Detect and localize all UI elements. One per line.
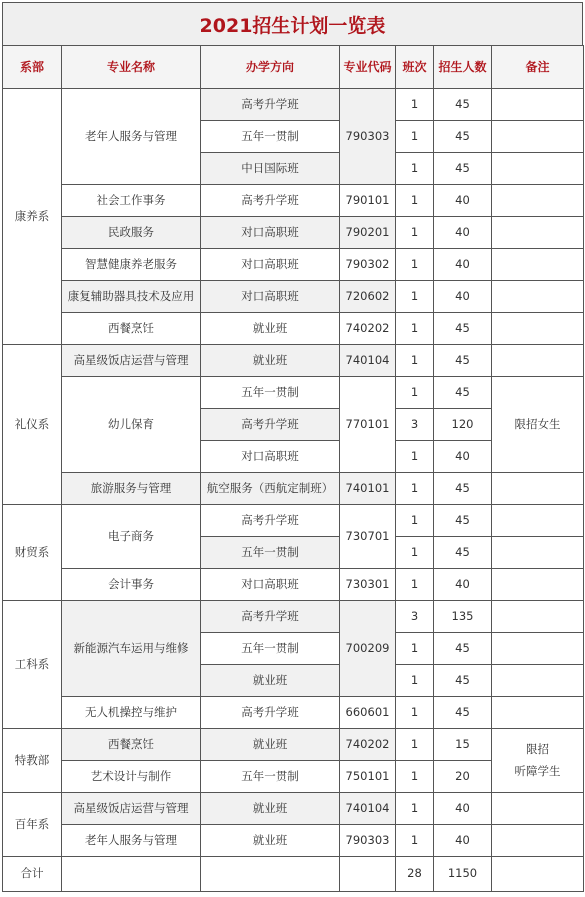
major-cell: 旅游服务与管理 (62, 473, 201, 505)
table-row (3, 345, 584, 377)
table-row (3, 505, 584, 537)
code-cell: 740104 (340, 793, 396, 825)
table-row (3, 697, 584, 729)
classes-cell: 1 (396, 377, 434, 409)
classes-cell: 3 (396, 601, 434, 633)
students-cell: 40 (434, 793, 492, 825)
major-cell: 无人机操控与维护 (62, 697, 201, 729)
direction-cell: 就业班 (201, 665, 340, 697)
note-cell (492, 121, 584, 153)
code-cell: 730701 (340, 505, 396, 569)
code-cell: 720602 (340, 281, 396, 313)
table-row (3, 249, 584, 281)
students-cell: 45 (434, 473, 492, 505)
students-cell: 15 (434, 729, 492, 761)
students-cell: 45 (434, 633, 492, 665)
major-cell: 老年人服务与管理 (62, 825, 201, 857)
direction-cell: 高考升学班 (201, 185, 340, 217)
department-cell: 工科系 (3, 601, 62, 729)
note-cell (492, 569, 584, 601)
table-row (3, 185, 584, 217)
classes-cell: 1 (396, 633, 434, 665)
students-cell: 45 (434, 665, 492, 697)
students-cell: 45 (434, 121, 492, 153)
code-cell: 740104 (340, 345, 396, 377)
direction-cell: 就业班 (201, 729, 340, 761)
students-cell: 45 (434, 697, 492, 729)
table-row (3, 89, 584, 121)
note-cell (492, 281, 584, 313)
classes-cell: 1 (396, 121, 434, 153)
major-cell: 高星级饭店运营与管理 (62, 793, 201, 825)
major-cell: 新能源汽车运用与维修 (62, 601, 201, 697)
students-cell: 45 (434, 345, 492, 377)
department-cell: 礼仪系 (3, 345, 62, 505)
note-cell (492, 537, 584, 569)
students-cell: 40 (434, 825, 492, 857)
note-cell (492, 249, 584, 281)
students-cell: 45 (434, 313, 492, 345)
note-line: 限招 (526, 741, 549, 756)
table-row (3, 569, 584, 601)
classes-cell: 1 (396, 825, 434, 857)
note-cell-hearing-impaired (492, 729, 584, 793)
direction-cell: 对口高职班 (201, 441, 340, 473)
students-cell: 45 (434, 505, 492, 537)
code-cell: 700209 (340, 601, 396, 697)
note-cell-girls-only: 限招女生 (492, 377, 584, 473)
page-title: 2021招生计划一览表 (2, 2, 583, 46)
classes-cell: 3 (396, 409, 434, 441)
classes-cell: 1 (396, 697, 434, 729)
direction-cell: 就业班 (201, 313, 340, 345)
header-classes: 班次 (396, 46, 434, 89)
students-cell: 45 (434, 153, 492, 185)
major-cell: 老年人服务与管理 (62, 89, 201, 185)
enrollment-table (2, 45, 584, 892)
students-cell: 40 (434, 249, 492, 281)
table-row (3, 601, 584, 633)
code-cell: 790303 (340, 825, 396, 857)
students-cell: 45 (434, 89, 492, 121)
major-cell: 艺术设计与制作 (62, 761, 201, 793)
direction-cell: 五年一贯制 (201, 761, 340, 793)
code-cell: 730301 (340, 569, 396, 601)
table-row (3, 217, 584, 249)
note-cell (492, 825, 584, 857)
code-cell: 740202 (340, 313, 396, 345)
header-major: 专业名称 (62, 46, 201, 89)
header-department: 系部 (3, 46, 62, 89)
department-cell: 财贸系 (3, 505, 62, 601)
major-cell: 西餐烹饪 (62, 729, 201, 761)
direction-cell: 航空服务（西航定制班） (201, 473, 340, 505)
note-cell (492, 473, 584, 505)
total-empty-cell (492, 857, 584, 892)
note-cell (492, 89, 584, 121)
note-cell (492, 665, 584, 697)
major-cell: 会计事务 (62, 569, 201, 601)
note-cell (492, 153, 584, 185)
direction-cell: 高考升学班 (201, 89, 340, 121)
major-cell: 高星级饭店运营与管理 (62, 345, 201, 377)
header-code: 专业代码 (340, 46, 396, 89)
total-empty-cell (340, 857, 396, 892)
direction-cell: 就业班 (201, 345, 340, 377)
note-cell (492, 633, 584, 665)
table-row (3, 825, 584, 857)
department-cell: 康养系 (3, 89, 62, 345)
classes-cell: 1 (396, 441, 434, 473)
direction-cell: 就业班 (201, 793, 340, 825)
code-cell: 790201 (340, 217, 396, 249)
total-row (3, 857, 584, 892)
classes-cell: 1 (396, 729, 434, 761)
direction-cell: 就业班 (201, 825, 340, 857)
department-cell: 特教部 (3, 729, 62, 793)
note-cell (492, 345, 584, 377)
major-cell: 电子商务 (62, 505, 201, 569)
students-cell: 45 (434, 537, 492, 569)
code-cell: 660601 (340, 697, 396, 729)
classes-cell: 1 (396, 473, 434, 505)
direction-cell: 高考升学班 (201, 601, 340, 633)
classes-cell: 1 (396, 185, 434, 217)
classes-cell: 1 (396, 505, 434, 537)
total-empty-cell (201, 857, 340, 892)
major-cell: 社会工作事务 (62, 185, 201, 217)
classes-cell: 1 (396, 345, 434, 377)
classes-cell: 1 (396, 793, 434, 825)
classes-cell: 1 (396, 761, 434, 793)
students-cell: 135 (434, 601, 492, 633)
direction-cell: 五年一贯制 (201, 377, 340, 409)
note-cell (492, 697, 584, 729)
direction-cell: 高考升学班 (201, 505, 340, 537)
note-cell (492, 601, 584, 633)
total-students: 1150 (434, 857, 492, 892)
students-cell: 40 (434, 185, 492, 217)
note-cell (492, 793, 584, 825)
classes-cell: 1 (396, 537, 434, 569)
header-row (3, 46, 584, 89)
direction-cell: 高考升学班 (201, 697, 340, 729)
table-row (3, 281, 584, 313)
direction-cell: 对口高职班 (201, 569, 340, 601)
note-line: 听障学生 (514, 763, 561, 778)
department-cell: 百年系 (3, 793, 62, 857)
students-cell: 45 (434, 377, 492, 409)
direction-cell: 五年一贯制 (201, 633, 340, 665)
table-row (3, 793, 584, 825)
students-cell: 40 (434, 569, 492, 601)
code-cell: 740202 (340, 729, 396, 761)
classes-cell: 1 (396, 89, 434, 121)
major-cell: 民政服务 (62, 217, 201, 249)
students-cell: 40 (434, 281, 492, 313)
direction-cell: 对口高职班 (201, 281, 340, 313)
students-cell: 120 (434, 409, 492, 441)
code-cell: 740101 (340, 473, 396, 505)
students-cell: 40 (434, 441, 492, 473)
major-cell: 智慧健康养老服务 (62, 249, 201, 281)
note-cell (492, 217, 584, 249)
major-cell: 西餐烹饪 (62, 313, 201, 345)
table-row (3, 473, 584, 505)
code-cell: 790101 (340, 185, 396, 217)
header-notes: 备注 (492, 46, 584, 89)
code-cell: 750101 (340, 761, 396, 793)
classes-cell: 1 (396, 153, 434, 185)
classes-cell: 1 (396, 217, 434, 249)
note-cell (492, 185, 584, 217)
direction-cell: 中日国际班 (201, 153, 340, 185)
classes-cell: 1 (396, 249, 434, 281)
total-classes: 28 (396, 857, 434, 892)
major-cell: 康复辅助器具技术及应用 (62, 281, 201, 313)
classes-cell: 1 (396, 313, 434, 345)
table-row (3, 729, 584, 761)
direction-cell: 五年一贯制 (201, 537, 340, 569)
code-cell: 790302 (340, 249, 396, 281)
students-cell: 20 (434, 761, 492, 793)
note-cell (492, 313, 584, 345)
code-cell: 770101 (340, 377, 396, 473)
header-direction: 办学方向 (201, 46, 340, 89)
code-cell: 790303 (340, 89, 396, 185)
classes-cell: 1 (396, 665, 434, 697)
direction-cell: 对口高职班 (201, 217, 340, 249)
classes-cell: 1 (396, 569, 434, 601)
major-cell: 幼儿保育 (62, 377, 201, 473)
total-empty-cell (62, 857, 201, 892)
note-cell (492, 505, 584, 537)
students-cell: 40 (434, 217, 492, 249)
total-label: 合计 (3, 857, 62, 892)
direction-cell: 五年一贯制 (201, 121, 340, 153)
table-row (3, 313, 584, 345)
direction-cell: 对口高职班 (201, 249, 340, 281)
header-students: 招生人数 (434, 46, 492, 89)
direction-cell: 高考升学班 (201, 409, 340, 441)
classes-cell: 1 (396, 281, 434, 313)
table-row (3, 377, 584, 409)
